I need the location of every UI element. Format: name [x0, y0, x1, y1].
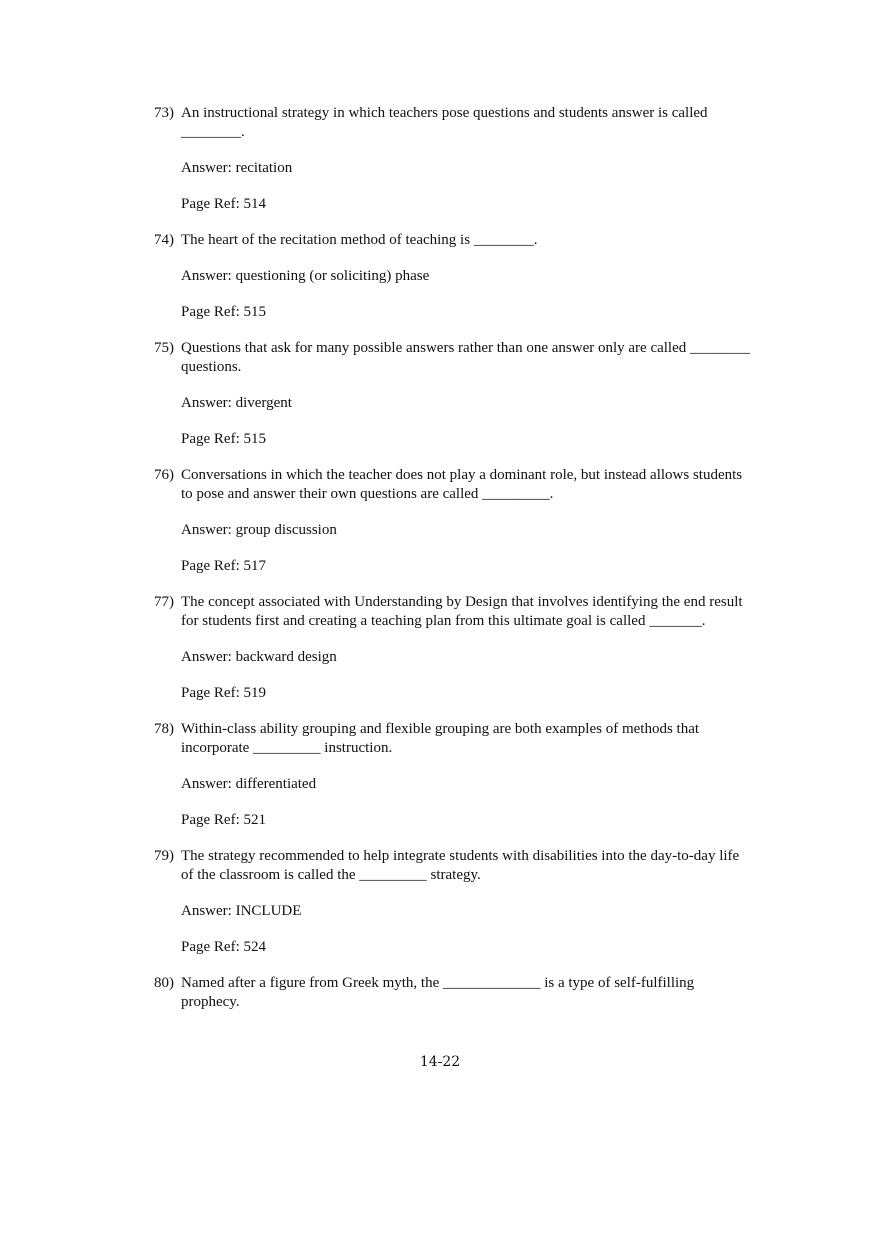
question-number: 79)	[154, 848, 174, 864]
question-text: The concept associated with Understanding by Design that involves identifying the end result for students first and creating a teaching plan from this ultimate goal is called _______.	[181, 594, 743, 629]
answer-text: Answer: recitation	[181, 160, 293, 176]
question-text: The heart of the recitation method of teaching is ________.	[181, 232, 538, 248]
question-text: Within-class ability grouping and flexible grouping are both examples of methods that incorporate _________ instruction.	[181, 721, 700, 756]
question-number: 75)	[154, 340, 174, 356]
question-number: 77)	[154, 594, 174, 610]
answer-text: Answer: divergent	[181, 395, 292, 411]
question-item	[154, 593, 754, 703]
question-text: Questions that ask for many possible answers rather than one answer only are called ________ questions.	[181, 340, 751, 375]
answer-text: Answer: backward design	[181, 649, 337, 665]
question-item	[154, 339, 754, 449]
question-text: Named after a figure from Greek myth, the _____________ is a type of self-fulfilling prophecy.	[181, 975, 695, 1010]
page-ref: Page Ref: 515	[181, 431, 266, 447]
answer-text: Answer: group discussion	[181, 522, 337, 538]
page-number: 14-22	[419, 1054, 461, 1070]
question-item	[154, 847, 754, 957]
question-text: Conversations in which the teacher does not play a dominant role, but instead allows students to pose and answer their own questions are called _________.	[181, 467, 743, 502]
question-item	[154, 104, 754, 214]
page-ref: Page Ref: 514	[181, 196, 266, 212]
question-item	[154, 974, 754, 1012]
page-ref: Page Ref: 517	[181, 558, 266, 574]
answer-text: Answer: differentiated	[181, 776, 317, 792]
page-ref: Page Ref: 521	[181, 812, 266, 828]
answer-text: Answer: questioning (or soliciting) phase	[181, 268, 430, 284]
page-ref: Page Ref: 519	[181, 685, 266, 701]
question-item	[154, 720, 754, 830]
question-number: 73)	[154, 105, 174, 121]
question-text: An instructional strategy in which teachers pose questions and students answer is called ________.	[181, 105, 708, 140]
question-item	[154, 466, 754, 576]
page-ref: Page Ref: 515	[181, 304, 266, 320]
question-number: 80)	[154, 975, 174, 991]
question-number: 76)	[154, 467, 174, 483]
question-list	[154, 104, 754, 1012]
question-number: 78)	[154, 721, 174, 737]
answer-text: Answer: INCLUDE	[181, 903, 302, 919]
question-text: The strategy recommended to help integrate students with disabilities into the day-to-day life of the classroom is called the _________ strategy.	[181, 848, 740, 883]
question-number: 74)	[154, 232, 174, 248]
page-ref: Page Ref: 524	[181, 939, 266, 955]
question-item	[154, 231, 754, 322]
